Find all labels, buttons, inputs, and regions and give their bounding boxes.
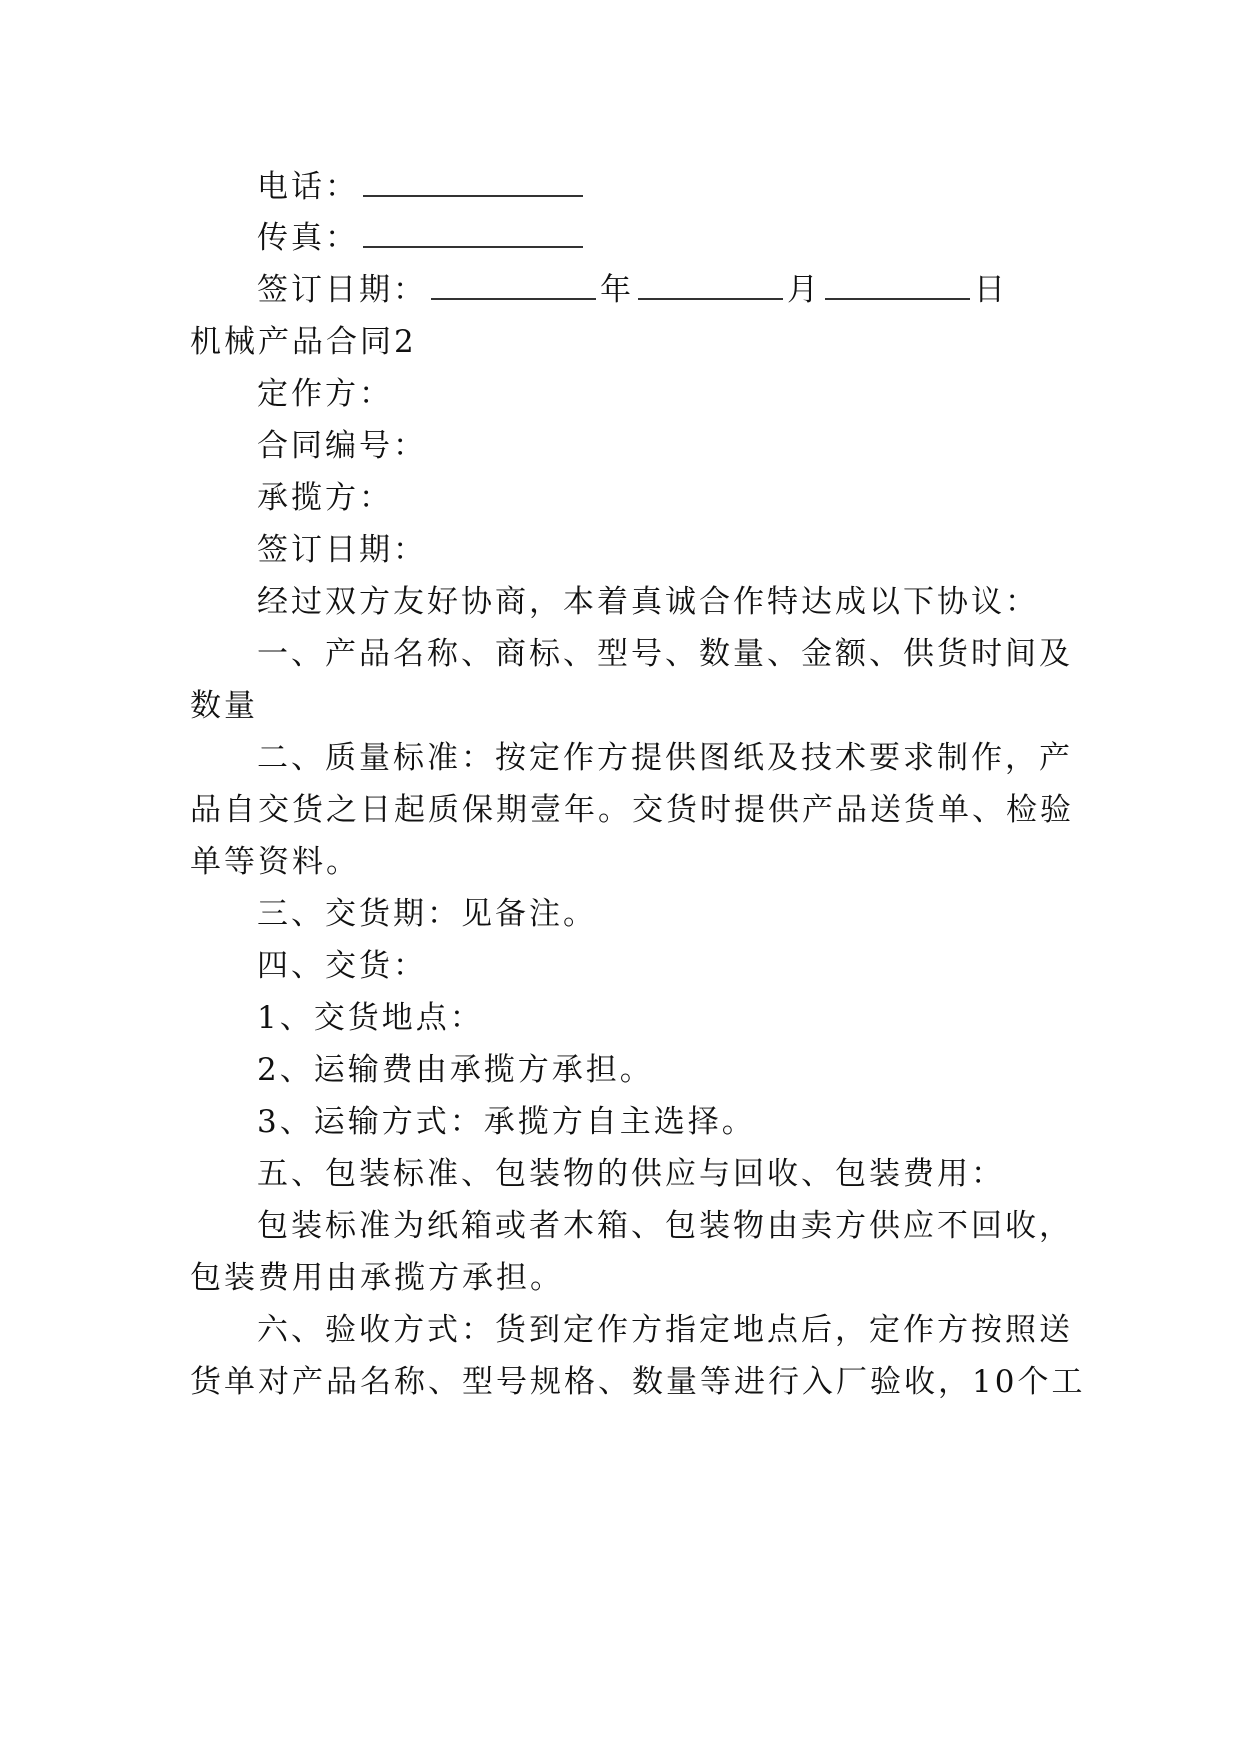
paragraph-line: 包装费用由承揽方承担。 xyxy=(190,1260,564,1296)
day-blank[interactable] xyxy=(825,272,970,300)
section-title: 机械产品合同2 xyxy=(190,324,417,360)
paragraph-line: 包装标准为纸箱或者木箱、包装物由卖方供应不回收， xyxy=(257,1208,1073,1244)
fax-blank[interactable] xyxy=(363,220,583,248)
party-b-label: 承揽方： xyxy=(257,480,393,516)
paragraph-line: 五、包装标准、包装物的供应与回收、包装费用： xyxy=(257,1156,1005,1192)
fax-label: 传真： xyxy=(257,220,359,256)
paragraph-line: 三、交货期：见备注。 xyxy=(257,896,597,932)
paragraph-line: 2、运输费由承揽方承担。 xyxy=(257,1052,654,1088)
paragraph-line: 单等资料。 xyxy=(190,844,360,880)
month-unit: 月 xyxy=(787,272,821,308)
paragraph-line: 经过双方友好协商，本着真诚合作特达成以下协议： xyxy=(257,584,1039,620)
month-blank[interactable] xyxy=(638,272,783,300)
sign-date-line-1 xyxy=(257,270,1008,310)
paragraph-line: 六、验收方式：货到定作方指定地点后，定作方按照送 xyxy=(257,1312,1073,1348)
paragraph-line: 3、运输方式：承揽方自主选择。 xyxy=(257,1104,756,1140)
paragraph-line: 1、交货地点： xyxy=(257,1000,484,1036)
paragraph-line: 二、质量标准：按定作方提供图纸及技术要求制作，产 xyxy=(257,740,1073,776)
party-a-label: 定作方： xyxy=(257,376,393,412)
year-blank[interactable] xyxy=(431,272,596,300)
year-unit: 年 xyxy=(600,272,634,308)
phone-label: 电话： xyxy=(257,169,359,205)
paragraph-line: 品自交货之日起质保期壹年。交货时提供产品送货单、检验 xyxy=(190,792,1074,828)
day-unit: 日 xyxy=(974,272,1008,308)
fax-line xyxy=(257,218,587,258)
paragraph-line: 货单对产品名称、型号规格、数量等进行入厂验收，10个工 xyxy=(190,1364,1086,1400)
sign-date-label: 签订日期： xyxy=(257,272,427,308)
paragraph-line: 一、产品名称、商标、型号、数量、金额、供货时间及 xyxy=(257,636,1073,672)
contract-number-label: 合同编号： xyxy=(257,428,427,464)
phone-line xyxy=(257,167,587,207)
phone-blank[interactable] xyxy=(363,169,583,197)
paragraph-line: 数量 xyxy=(190,688,258,724)
paragraph-line: 四、交货： xyxy=(257,948,427,984)
sign-date-label-2: 签订日期： xyxy=(257,532,427,568)
